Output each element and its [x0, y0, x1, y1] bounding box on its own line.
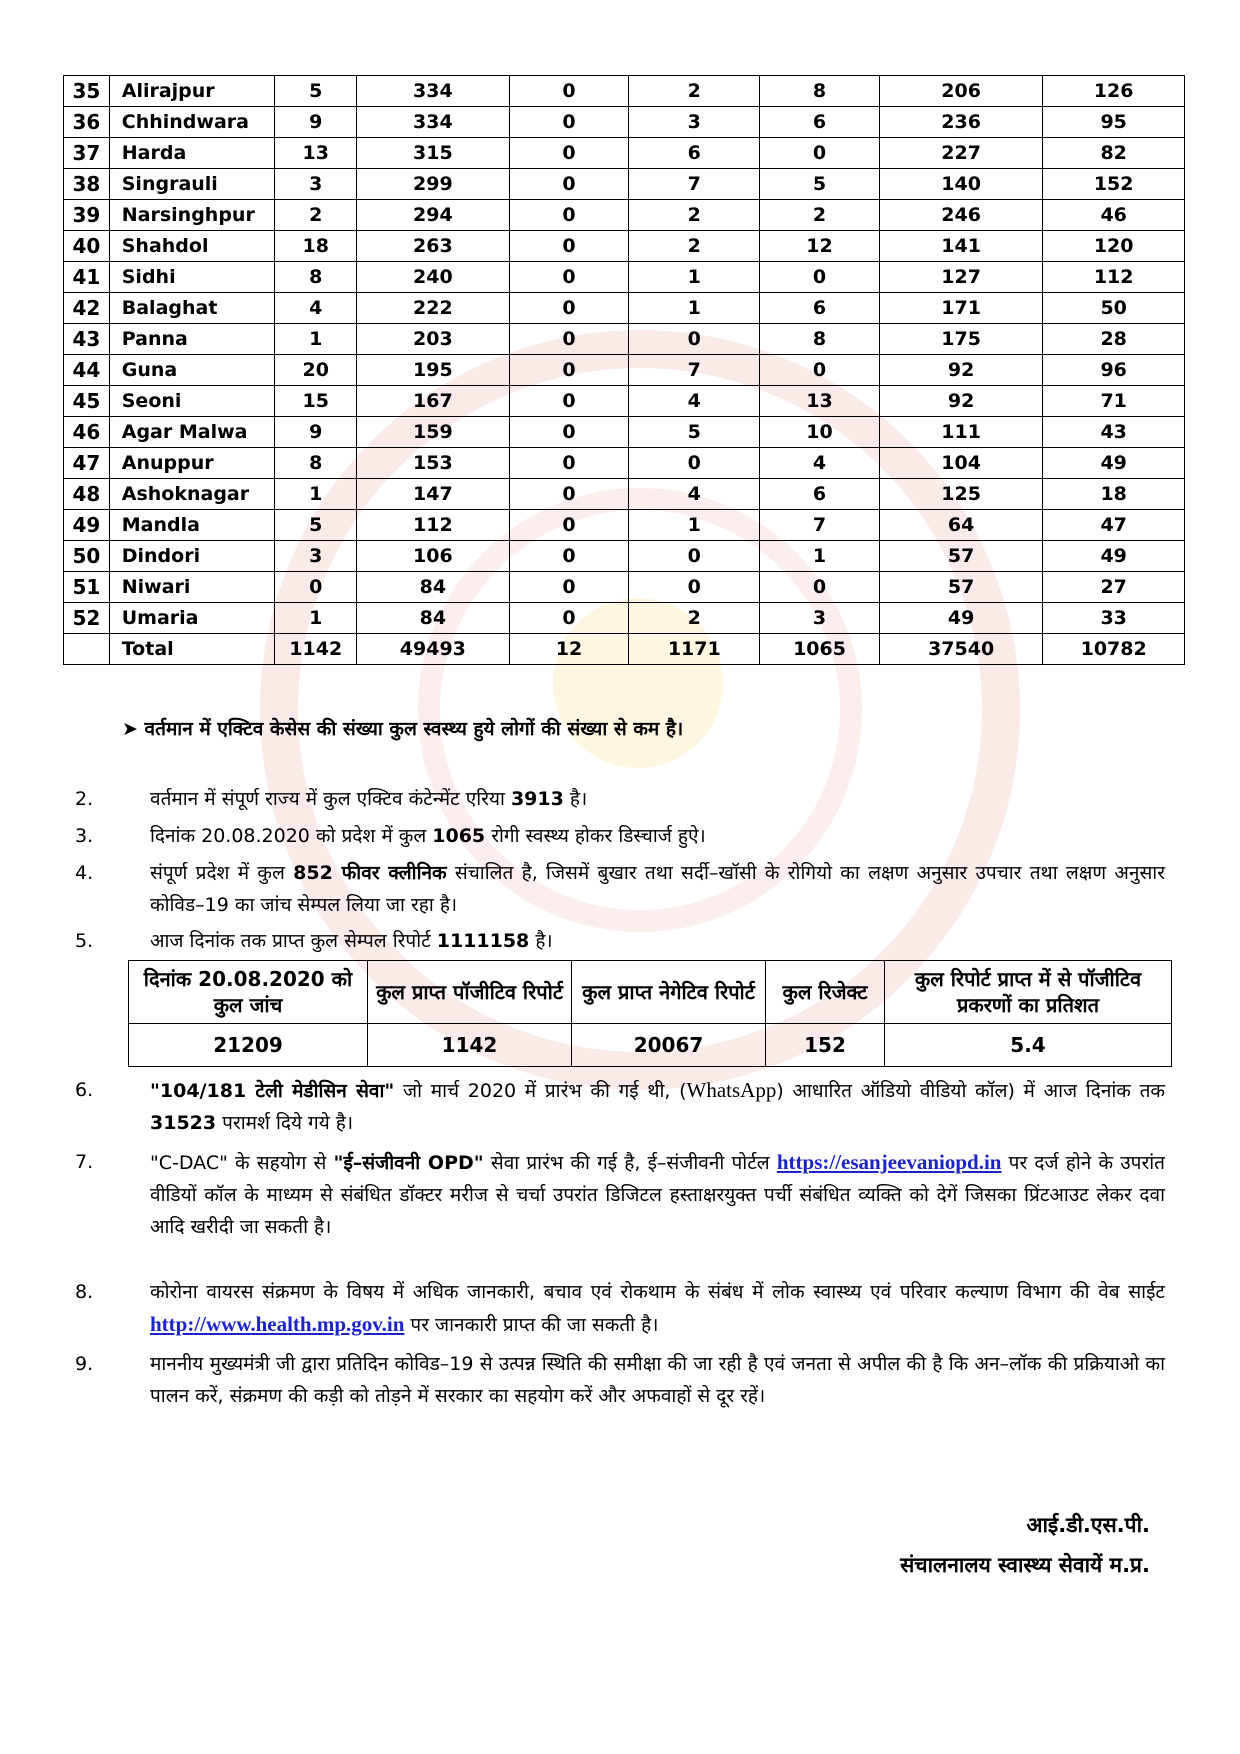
table-row — [64, 293, 1185, 324]
point-bold-value: 1065 — [432, 825, 486, 847]
active-cell-a: 0 — [509, 293, 629, 324]
district-name-cell: Ashoknagar — [109, 479, 275, 510]
serial-number-cell — [64, 634, 110, 665]
district-name-cell: Niwari — [109, 572, 275, 603]
total-recovered-cell: 104 — [879, 448, 1042, 479]
active-cell-b: 2 — [629, 200, 760, 231]
telemedicine-service-name: "104/181 टेली मेडीसिन सेवा" — [150, 1080, 395, 1102]
active-cases-cell: 28 — [1043, 324, 1185, 355]
total-recovered-cell: 64 — [879, 510, 1042, 541]
recovered-today-cell: 6 — [760, 479, 880, 510]
active-cases-cell: 10782 — [1043, 634, 1185, 665]
active-cell-b: 4 — [629, 479, 760, 510]
serial-number-cell: 38 — [64, 169, 110, 200]
new-cases-cell: 2 — [275, 200, 357, 231]
recovered-today-cell: 4 — [760, 448, 880, 479]
point-2 — [75, 783, 1165, 815]
point-text-end: संचालित है, जिसमें बुखार तथा सर्दी–खॉसी के रोगियो का लक्षण अनुसार उपचार तथा लक्षण अनुसार कोविड–19 का जांच सेम्पल लिया जा रहा है। — [150, 862, 1165, 916]
total-recovered-cell: 236 — [879, 107, 1042, 138]
table-row — [64, 417, 1185, 448]
active-cell-b: 2 — [629, 231, 760, 262]
total-recovered-cell: 92 — [879, 386, 1042, 417]
active-cell-a: 0 — [509, 76, 629, 107]
serial-number-cell: 45 — [64, 386, 110, 417]
active-cell-a: 0 — [509, 448, 629, 479]
active-cases-cell: 49 — [1043, 448, 1185, 479]
total-cases-cell: 240 — [357, 262, 510, 293]
total-recovered-cell: 127 — [879, 262, 1042, 293]
active-cell-a: 0 — [509, 324, 629, 355]
new-cases-cell: 0 — [275, 572, 357, 603]
active-cases-cell: 120 — [1043, 231, 1185, 262]
active-cell-a: 0 — [509, 417, 629, 448]
recovered-today-cell: 0 — [760, 572, 880, 603]
point-3 — [75, 820, 1165, 852]
active-cases-cell: 27 — [1043, 572, 1185, 603]
district-table-body — [64, 76, 1185, 665]
total-cases-cell: 112 — [357, 510, 510, 541]
serial-number-cell: 51 — [64, 572, 110, 603]
district-name-cell: Alirajpur — [109, 76, 275, 107]
district-name-cell: Singrauli — [109, 169, 275, 200]
active-cell-a: 0 — [509, 200, 629, 231]
serial-number-cell: 35 — [64, 76, 110, 107]
point-number: 5. — [75, 930, 94, 952]
new-cases-cell: 8 — [275, 448, 357, 479]
total-cases-cell: 106 — [357, 541, 510, 572]
district-name-cell: Narsinghpur — [109, 200, 275, 231]
serial-number-cell: 46 — [64, 417, 110, 448]
bullet-note — [122, 715, 683, 741]
total-recovered-cell: 175 — [879, 324, 1042, 355]
active-cases-cell: 96 — [1043, 355, 1185, 386]
total-cases-cell: 315 — [357, 138, 510, 169]
total-cases-cell: 222 — [357, 293, 510, 324]
district-name-cell: Shahdol — [109, 231, 275, 262]
point-text-end: है। — [529, 930, 553, 952]
active-cell-b: 7 — [629, 169, 760, 200]
total-cases-cell: 49493 — [357, 634, 510, 665]
district-name-cell: Agar Malwa — [109, 417, 275, 448]
active-cases-cell: 49 — [1043, 541, 1185, 572]
new-cases-cell: 15 — [275, 386, 357, 417]
recovered-today-cell: 6 — [760, 107, 880, 138]
district-name-cell: Guna — [109, 355, 275, 386]
district-name-cell: Harda — [109, 138, 275, 169]
recovered-today-cell: 8 — [760, 324, 880, 355]
esanjeevani-service-name: "ई–संजीवनी OPD" — [333, 1152, 484, 1174]
serial-number-cell: 40 — [64, 231, 110, 262]
health-department-link[interactable]: http://www.health.mp.gov.in — [150, 1312, 405, 1336]
new-cases-cell: 18 — [275, 231, 357, 262]
total-recovered-cell: 171 — [879, 293, 1042, 324]
total-recovered-cell: 57 — [879, 572, 1042, 603]
point-text-mid: ) आधारित ऑडियो वीडियो कॉल) में आज दिनांक तक — [776, 1080, 1165, 1102]
active-cell-b: 1 — [629, 510, 760, 541]
point-number: 7. — [75, 1151, 94, 1173]
total-cases-cell: 299 — [357, 169, 510, 200]
point-text: जो मार्च 2020 में प्रारंभ की गई थी, ( — [394, 1080, 687, 1102]
total-recovered-cell: 37540 — [879, 634, 1042, 665]
total-recovered-cell: 49 — [879, 603, 1042, 634]
point-text: आज दिनांक तक प्राप्त कुल सेम्पल रिपोर्ट — [150, 930, 437, 952]
serial-number-cell: 41 — [64, 262, 110, 293]
total-cases-cell: 203 — [357, 324, 510, 355]
recovered-today-cell: 0 — [760, 138, 880, 169]
new-cases-cell: 13 — [275, 138, 357, 169]
new-cases-cell: 1 — [275, 603, 357, 634]
point-bold-value: 852 फीवर क्लीनिक — [293, 862, 447, 884]
point-text: माननीय मुख्यमंत्री जी द्वारा प्रतिदिन कोविड–19 से उत्पन्न स्थिति की समीक्षा की जा रही है एवं जनता से अपील की है कि अन–लॉक की प्रक्रियाओ का पालन करें, संक्रमण की कड़ी को तोड़ने में सरकार का सहयोग करें और अफवाहों से दूर रहें। — [150, 1353, 1165, 1407]
esanjeevani-link[interactable]: https://esanjeevaniopd.in — [776, 1150, 1002, 1174]
active-cell-a: 0 — [509, 138, 629, 169]
active-cell-a: 0 — [509, 355, 629, 386]
active-cell-b: 2 — [629, 76, 760, 107]
district-name-cell: Total — [109, 634, 275, 665]
active-cell-a: 0 — [509, 386, 629, 417]
total-recovered-cell: 140 — [879, 169, 1042, 200]
new-cases-cell: 9 — [275, 107, 357, 138]
new-cases-cell: 5 — [275, 510, 357, 541]
table-row — [64, 324, 1185, 355]
recovered-today-cell: 6 — [760, 293, 880, 324]
recovered-today-cell: 5 — [760, 169, 880, 200]
recovered-today-cell: 8 — [760, 76, 880, 107]
active-cell-b: 3 — [629, 107, 760, 138]
sample-summary-table — [128, 960, 1172, 1067]
active-cell-b: 0 — [629, 448, 760, 479]
sample-header-positivity-rate: कुल रिपोर्ट प्राप्त में से पॉजीटिव प्रकरणों का प्रतिशत — [885, 961, 1172, 1024]
table-row — [64, 138, 1185, 169]
serial-number-cell: 44 — [64, 355, 110, 386]
active-cases-cell: 50 — [1043, 293, 1185, 324]
point-number: 8. — [75, 1281, 94, 1303]
active-cell-a: 0 — [509, 603, 629, 634]
total-cases-cell: 147 — [357, 479, 510, 510]
active-cell-b: 0 — [629, 541, 760, 572]
active-cell-b: 1 — [629, 262, 760, 293]
serial-number-cell: 47 — [64, 448, 110, 479]
district-name-cell: Mandla — [109, 510, 275, 541]
point-8 — [75, 1276, 1165, 1341]
signature-idsp: आई.डी.एस.पी. — [1026, 1513, 1150, 1537]
point-6 — [75, 1074, 1165, 1139]
table-row — [64, 510, 1185, 541]
total-cases-cell: 84 — [357, 572, 510, 603]
recovered-today-cell: 2 — [760, 200, 880, 231]
point-text: "C-DAC" के सहयोग से — [150, 1152, 334, 1174]
total-cases-cell: 153 — [357, 448, 510, 479]
active-cell-a: 0 — [509, 572, 629, 603]
total-recovered-cell: 111 — [879, 417, 1042, 448]
point-text-end: पर दर्ज होने के उपरांत वीडियों कॉल के माध्यम से संबंधित डॉक्टर मरीज से चर्चा उपरांत डिजिटल हस्ताक्षरयुक्त पर्ची संबंधित व्यक्ति को देगें जिसका प्रिंटआउट लेकर दवा आदि खरीदी जा सकती है। — [150, 1152, 1165, 1238]
table-row — [64, 603, 1185, 634]
serial-number-cell: 48 — [64, 479, 110, 510]
new-cases-cell: 1 — [275, 479, 357, 510]
point-bold-value: 1111158 — [436, 930, 530, 952]
recovered-today-cell: 3 — [760, 603, 880, 634]
serial-number-cell: 37 — [64, 138, 110, 169]
serial-number-cell: 50 — [64, 541, 110, 572]
point-text: कोरोना वायरस संक्रमण के विषय में अधिक जानकारी, बचाव एवं रोकथाम के संबंध में लोक स्वास्थ्य एवं परिवार कल्याण विभाग की वेब साईट — [150, 1281, 1165, 1303]
total-cases-cell: 334 — [357, 76, 510, 107]
serial-number-cell: 43 — [64, 324, 110, 355]
new-cases-cell: 3 — [275, 541, 357, 572]
active-cell-a: 0 — [509, 169, 629, 200]
new-cases-cell: 5 — [275, 76, 357, 107]
sample-value-negative: 20067 — [572, 1024, 766, 1067]
total-cases-cell: 159 — [357, 417, 510, 448]
active-cell-b: 0 — [629, 572, 760, 603]
active-cases-cell: 46 — [1043, 200, 1185, 231]
table-row — [64, 107, 1185, 138]
active-cell-b: 1171 — [629, 634, 760, 665]
point-text-end: परामर्श दिये गये है। — [216, 1112, 354, 1134]
total-recovered-cell: 92 — [879, 355, 1042, 386]
point-number: 2. — [75, 788, 94, 810]
district-name-cell: Anuppur — [109, 448, 275, 479]
active-cases-cell: 126 — [1043, 76, 1185, 107]
total-recovered-cell: 206 — [879, 76, 1042, 107]
active-cell-b: 7 — [629, 355, 760, 386]
arrow-bullet-icon: ➤ — [122, 718, 138, 740]
table-row — [64, 479, 1185, 510]
active-cases-cell: 82 — [1043, 138, 1185, 169]
district-name-cell: Balaghat — [109, 293, 275, 324]
sample-value-total-tests: 21209 — [129, 1024, 368, 1067]
district-table — [63, 75, 1185, 665]
table-row — [64, 262, 1185, 293]
recovered-today-cell: 1 — [760, 541, 880, 572]
district-name-cell: Panna — [109, 324, 275, 355]
recovered-today-cell: 12 — [760, 231, 880, 262]
active-cell-a: 0 — [509, 107, 629, 138]
table-row — [64, 169, 1185, 200]
total-cases-cell: 263 — [357, 231, 510, 262]
sample-header-total-tests: दिनांक 20.08.2020 को कुल जांच — [129, 961, 368, 1024]
recovered-today-cell: 0 — [760, 355, 880, 386]
active-cell-b: 1 — [629, 293, 760, 324]
total-cases-cell: 294 — [357, 200, 510, 231]
serial-number-cell: 52 — [64, 603, 110, 634]
district-name-cell: Chhindwara — [109, 107, 275, 138]
point-number: 9. — [75, 1353, 94, 1375]
active-cell-a: 0 — [509, 231, 629, 262]
point-text-end: रोगी स्वस्थ्य होकर डिस्चार्ज हुऐ। — [485, 825, 706, 847]
active-cell-a: 0 — [509, 541, 629, 572]
signature-block — [900, 1505, 1150, 1585]
point-bold-value: 31523 — [150, 1112, 217, 1134]
district-name-cell: Dindori — [109, 541, 275, 572]
active-cases-cell: 47 — [1043, 510, 1185, 541]
district-name-cell: Umaria — [109, 603, 275, 634]
point-number: 4. — [75, 862, 94, 884]
new-cases-cell: 1142 — [275, 634, 357, 665]
point-text: वर्तमान में संपूर्ण राज्य में कुल एक्टिव कंटेन्मेंट एरिया — [150, 788, 511, 810]
point-text: दिनांक 20.08.2020 को प्रदेश में कुल — [150, 825, 433, 847]
total-cases-cell: 84 — [357, 603, 510, 634]
total-cases-cell: 334 — [357, 107, 510, 138]
active-cell-a: 0 — [509, 510, 629, 541]
recovered-today-cell: 7 — [760, 510, 880, 541]
point-bold-value: 3913 — [510, 788, 564, 810]
table-row — [64, 572, 1185, 603]
district-name-cell: Sidhi — [109, 262, 275, 293]
sample-value-positive: 1142 — [368, 1024, 572, 1067]
active-cases-cell: 95 — [1043, 107, 1185, 138]
table-row — [64, 200, 1185, 231]
serial-number-cell: 39 — [64, 200, 110, 231]
active-cases-cell: 112 — [1043, 262, 1185, 293]
table-row — [64, 355, 1185, 386]
active-cases-cell: 43 — [1043, 417, 1185, 448]
recovered-today-cell: 10 — [760, 417, 880, 448]
active-cases-cell: 18 — [1043, 479, 1185, 510]
active-cell-b: 6 — [629, 138, 760, 169]
total-recovered-cell: 246 — [879, 200, 1042, 231]
sample-header-negative: कुल प्राप्त नेगेटिव रिपोर्ट — [572, 961, 766, 1024]
point-number: 3. — [75, 825, 94, 847]
new-cases-cell: 9 — [275, 417, 357, 448]
point-4 — [75, 857, 1165, 921]
total-row — [64, 634, 1185, 665]
table-row — [64, 76, 1185, 107]
sample-value-positivity-rate: 5.4 — [885, 1024, 1172, 1067]
serial-number-cell: 36 — [64, 107, 110, 138]
sample-value-rejected: 152 — [766, 1024, 885, 1067]
active-cases-cell: 152 — [1043, 169, 1185, 200]
table-row — [64, 448, 1185, 479]
point-5 — [75, 925, 1165, 957]
table-row — [64, 386, 1185, 417]
recovered-today-cell: 13 — [760, 386, 880, 417]
whatsapp-text: WhatsApp — [686, 1078, 777, 1102]
point-text-mid: सेवा प्रारंभ की गई है, ई–संजीवनी पोर्टल — [483, 1152, 777, 1174]
active-cell-b: 5 — [629, 417, 760, 448]
table-row — [64, 541, 1185, 572]
active-cell-b: 0 — [629, 324, 760, 355]
new-cases-cell: 20 — [275, 355, 357, 386]
total-recovered-cell: 57 — [879, 541, 1042, 572]
point-7 — [75, 1146, 1165, 1243]
total-recovered-cell: 141 — [879, 231, 1042, 262]
new-cases-cell: 3 — [275, 169, 357, 200]
total-recovered-cell: 125 — [879, 479, 1042, 510]
active-cases-cell: 71 — [1043, 386, 1185, 417]
active-cell-b: 4 — [629, 386, 760, 417]
point-text: संपूर्ण प्रदेश में कुल — [150, 862, 294, 884]
new-cases-cell: 1 — [275, 324, 357, 355]
recovered-today-cell: 0 — [760, 262, 880, 293]
signature-directorate: संचालनालय स्वास्थ्य सेवायें म.प्र. — [900, 1553, 1150, 1577]
active-cell-a: 0 — [509, 262, 629, 293]
bullet-note-text: वर्तमान में एक्टिव केसेस की संख्या कुल स्वस्थ्य हुये लोगों की संख्या से कम है। — [144, 718, 684, 740]
new-cases-cell: 8 — [275, 262, 357, 293]
serial-number-cell: 42 — [64, 293, 110, 324]
sample-header-positive: कुल प्राप्त पॉजीटिव रिपोर्ट — [368, 961, 572, 1024]
table-row — [64, 231, 1185, 262]
total-cases-cell: 195 — [357, 355, 510, 386]
point-9 — [75, 1348, 1165, 1412]
total-recovered-cell: 227 — [879, 138, 1042, 169]
sample-header-rejected: कुल रिजेक्ट — [766, 961, 885, 1024]
recovered-today-cell: 1065 — [760, 634, 880, 665]
point-number: 6. — [75, 1079, 94, 1101]
point-text-end: पर जानकारी प्राप्त की जा सकती है। — [404, 1314, 659, 1336]
total-cases-cell: 167 — [357, 386, 510, 417]
active-cell-a: 12 — [509, 634, 629, 665]
district-name-cell: Seoni — [109, 386, 275, 417]
point-text-end: है। — [563, 788, 588, 810]
active-cell-a: 0 — [509, 479, 629, 510]
new-cases-cell: 4 — [275, 293, 357, 324]
active-cell-b: 2 — [629, 603, 760, 634]
serial-number-cell: 49 — [64, 510, 110, 541]
active-cases-cell: 33 — [1043, 603, 1185, 634]
